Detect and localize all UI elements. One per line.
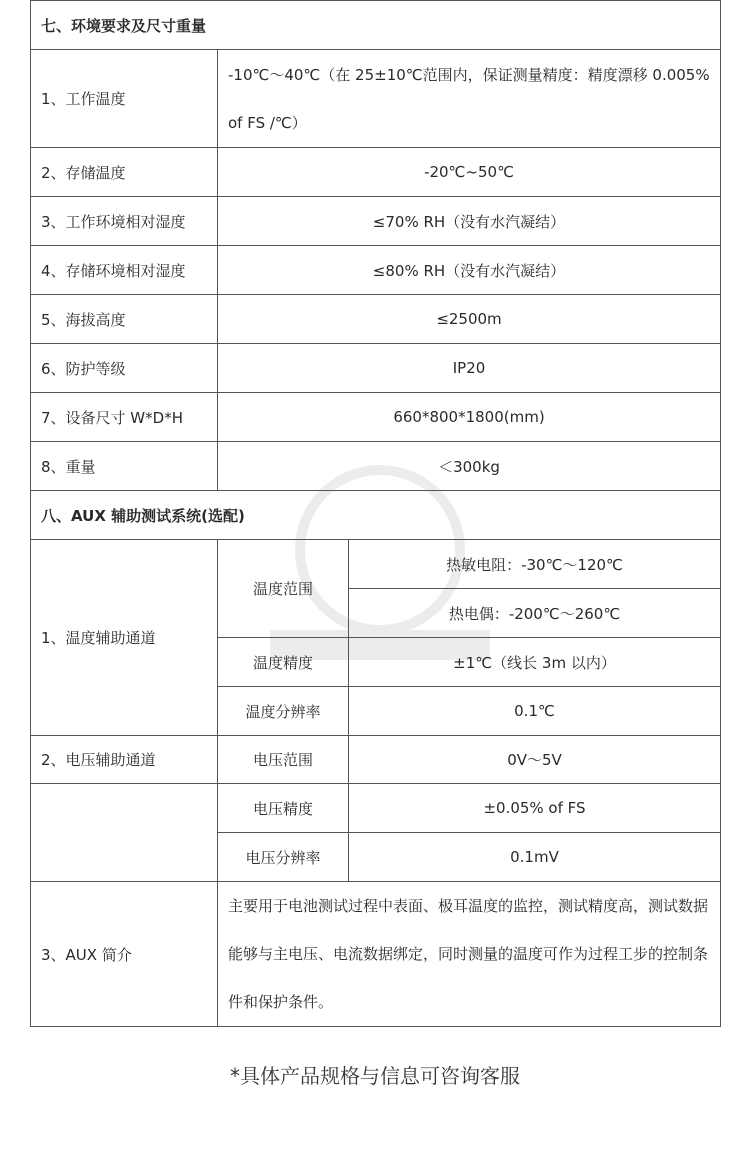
- temp-range-value: 热敏电阻：-30℃～120℃: [349, 540, 721, 589]
- voltage-resolution-value: 0.1mV: [349, 833, 721, 882]
- voltage-accuracy-value: ±0.05% of FS: [349, 784, 721, 833]
- row-value: -10℃～40℃（在 25±10℃范围内，保证测量精度：精度漂移 0.005% of FS /℃）: [218, 50, 721, 148]
- voltage-channel-blank: [31, 784, 218, 882]
- section-8-title: 八、AUX 辅助测试系统(选配): [31, 491, 721, 540]
- row-label: 1、工作温度: [31, 50, 218, 148]
- row-label: 4、存储环境相对湿度: [31, 246, 218, 295]
- aux-intro-text: 主要用于电池测试过程中表面、极耳温度的监控，测试精度高，测试数据能够与主电压、电流数据绑定，同时测量的温度可作为过程工步的控制条件和保护条件。: [218, 882, 721, 1027]
- temp-accuracy-label: 温度精度: [218, 638, 349, 687]
- row-value: -20℃~50℃: [218, 148, 721, 197]
- footnote: *具体产品规格与信息可咨询客服: [230, 1064, 520, 1088]
- row-label: 3、工作环境相对湿度: [31, 197, 218, 246]
- row-value: 660*800*1800(mm): [218, 393, 721, 442]
- row-value: ＜300kg: [218, 442, 721, 491]
- voltage-resolution-label: 电压分辨率: [218, 833, 349, 882]
- temp-resolution-label: 温度分辨率: [218, 687, 349, 736]
- row-label: 7、设备尺寸 W*D*H: [31, 393, 218, 442]
- temp-accuracy-value: ±1℃（线长 3m 以内）: [349, 638, 721, 687]
- row-value: ≤80% RH（没有水汽凝结）: [218, 246, 721, 295]
- voltage-accuracy-label: 电压精度: [218, 784, 349, 833]
- temp-resolution-value: 0.1℃: [349, 687, 721, 736]
- row-label: 8、重量: [31, 442, 218, 491]
- voltage-range-label: 电压范围: [218, 736, 349, 784]
- voltage-range-value: 0V～5V: [349, 736, 721, 784]
- row-value: ≤2500m: [218, 295, 721, 344]
- spec-table: [30, 0, 721, 1027]
- aux-intro-label: 3、AUX 简介: [31, 882, 218, 1027]
- temp-range-value: 热电偶：-200℃～260℃: [349, 589, 721, 638]
- temp-channel-label: 1、温度辅助通道: [31, 540, 218, 736]
- row-value: ≤70% RH（没有水汽凝结）: [218, 197, 721, 246]
- row-label: 5、海拔高度: [31, 295, 218, 344]
- temp-range-label: 温度范围: [218, 540, 349, 638]
- row-label: 6、防护等级: [31, 344, 218, 393]
- row-value: IP20: [218, 344, 721, 393]
- row-label: 2、存储温度: [31, 148, 218, 197]
- section-7-title: 七、环境要求及尺寸重量: [31, 1, 721, 50]
- voltage-channel-label: 2、电压辅助通道: [31, 736, 218, 784]
